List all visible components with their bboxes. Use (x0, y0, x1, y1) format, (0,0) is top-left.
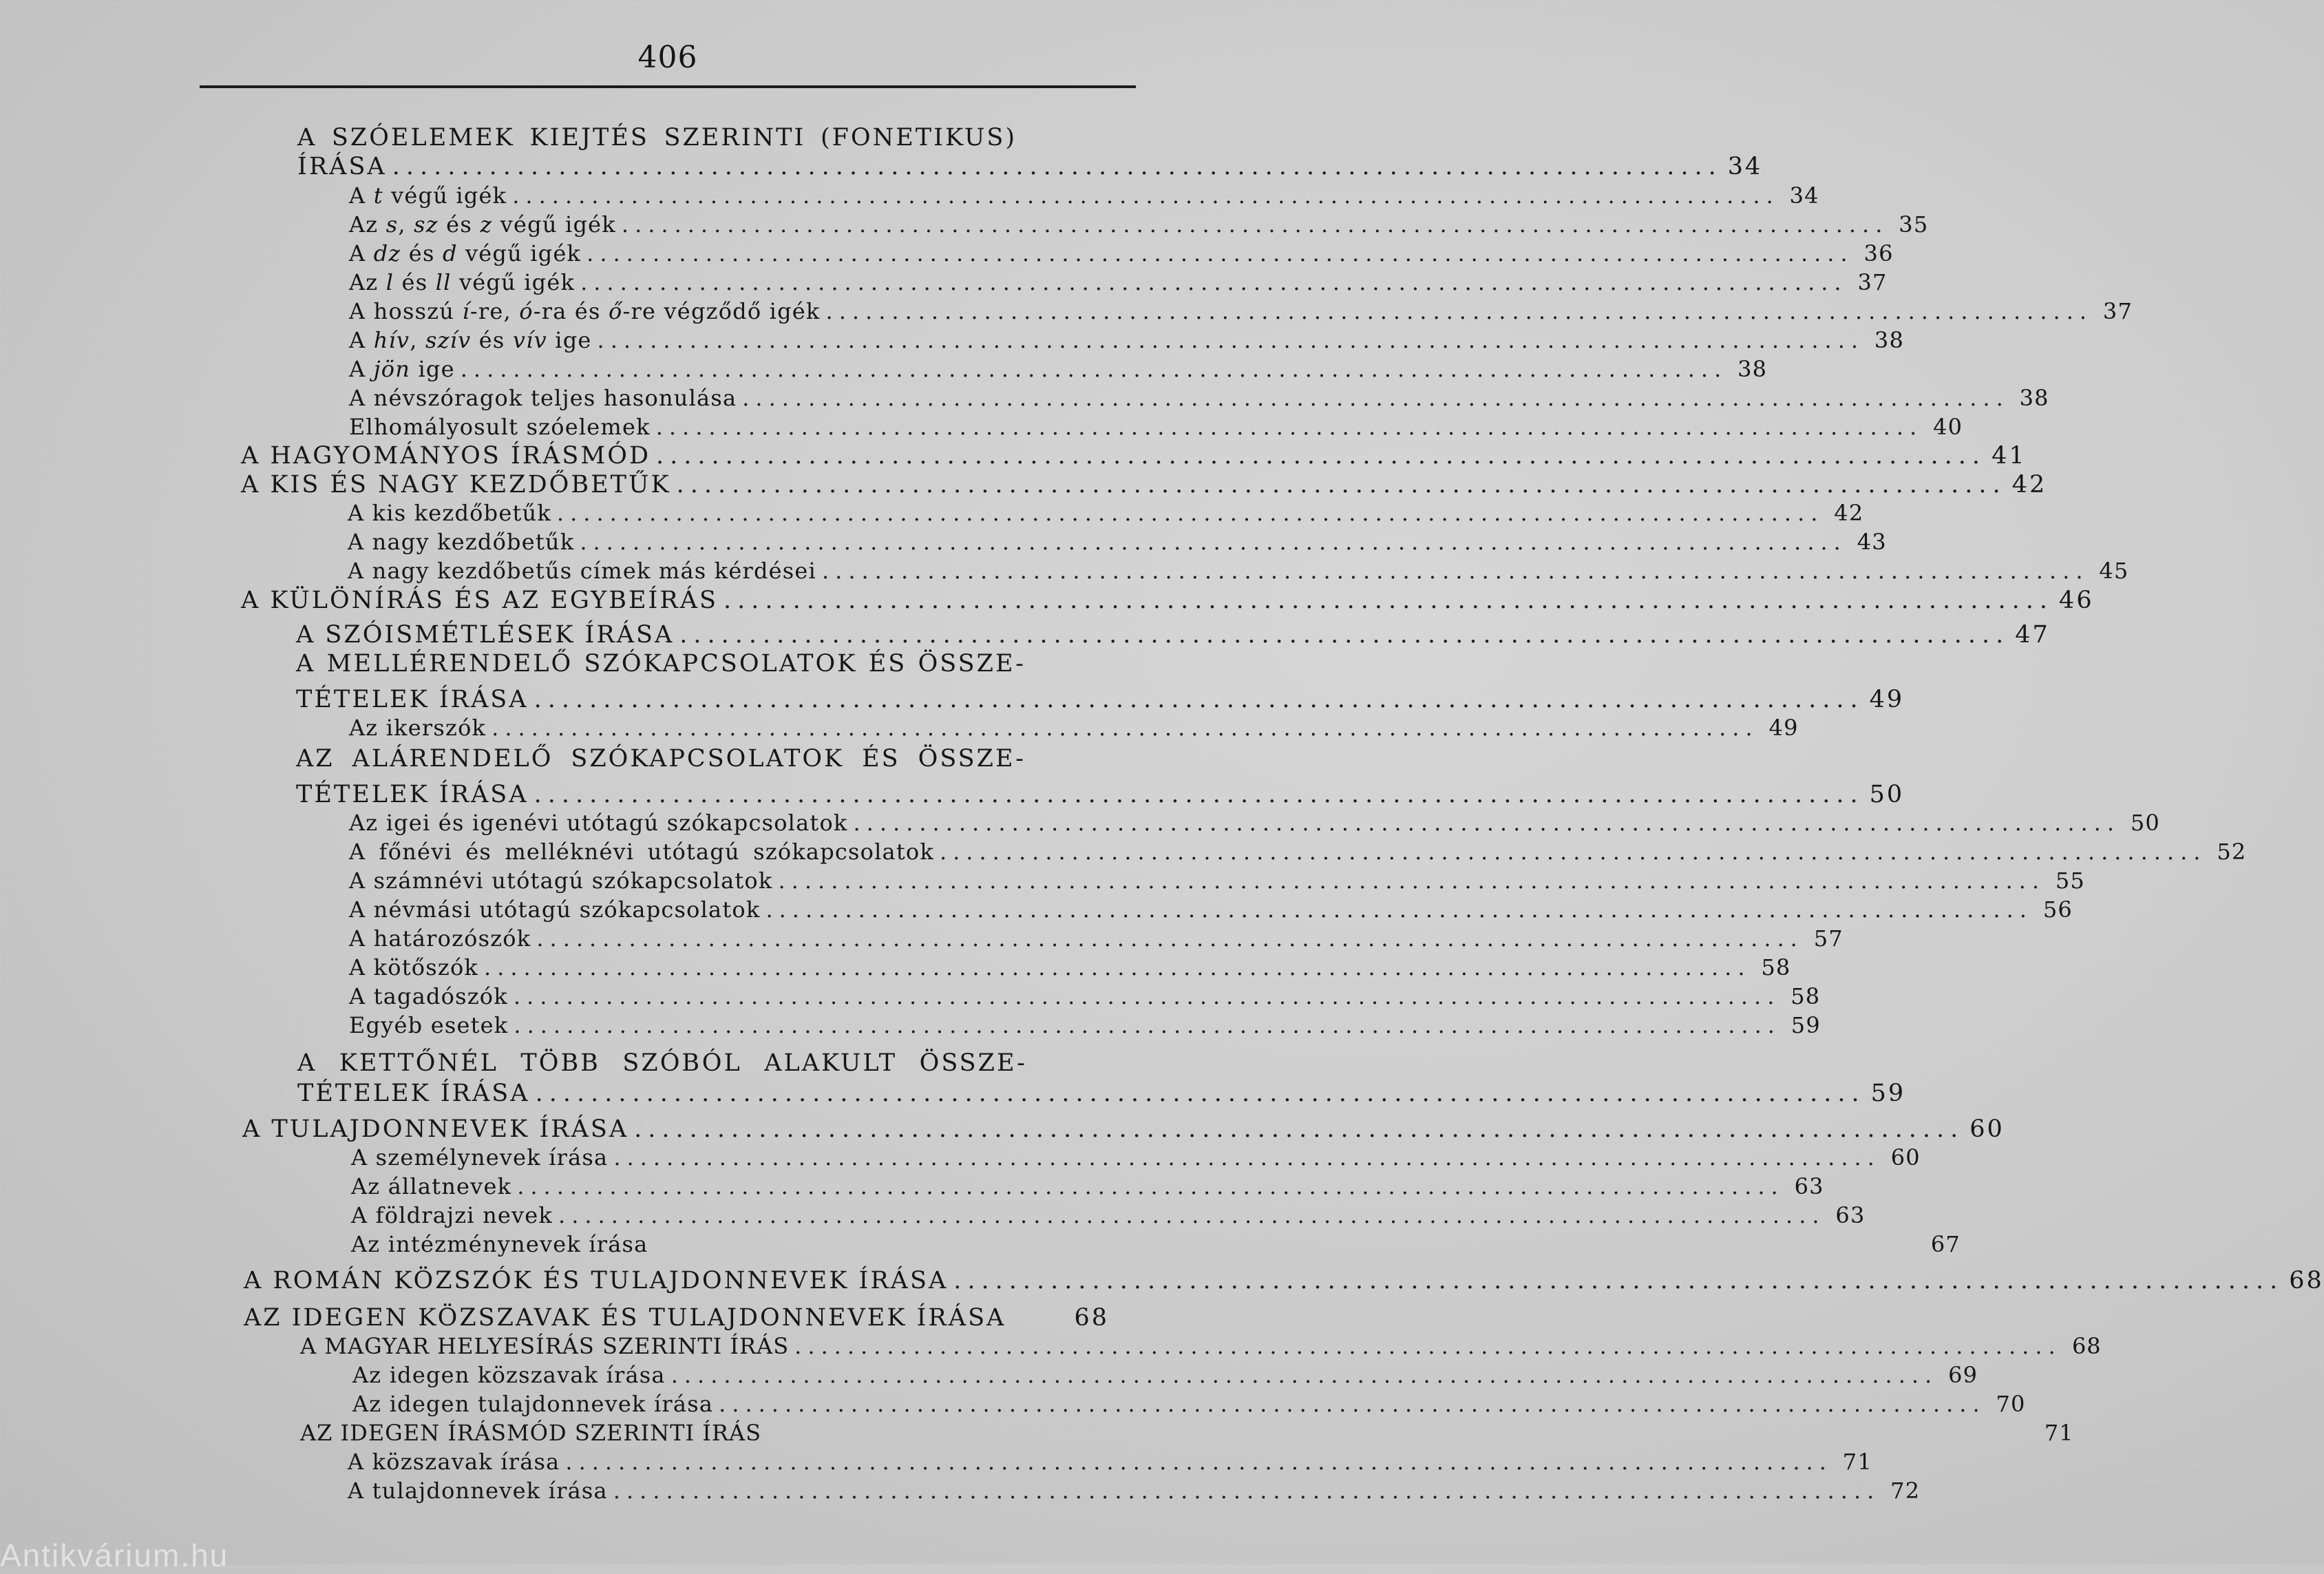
toc-entry-page: 37 (2102, 298, 2133, 324)
toc-entry-page: 57 (1813, 925, 1844, 952)
leader-dots: ................................................................................................ (621, 211, 1889, 238)
toc-entry-page: 69 (1948, 1362, 1978, 1388)
toc-entry-page: 36 (1863, 240, 1894, 266)
leader-dots: ................................................................................................ (460, 356, 1728, 382)
toc-entry (296, 621, 2050, 651)
toc-entry (349, 715, 1799, 745)
toc-entry-label: Az s, sz és z végű igék (349, 211, 616, 238)
toc-entry-label: Az intézménynevek írása (351, 1231, 648, 1257)
leader-dots: ................................................................................................ (492, 715, 1759, 741)
toc-entry (348, 1449, 1872, 1479)
toc-entry (351, 1173, 1824, 1204)
toc-entry (349, 810, 2160, 840)
toc-entry (349, 327, 1905, 357)
toc-heading-line: A SZÓELEMEK KIEJTÉS SZERINTI (FONETIKUS) (297, 124, 1017, 151)
toc-entry-label: A nagy kezdőbetűk (348, 529, 575, 555)
toc-entry-label: A MAGYAR HELYESÍRÁS SZERINTI ÍRÁS (300, 1333, 790, 1359)
toc-entry (349, 211, 1929, 242)
toc-entry-page: 67 (1930, 1231, 1961, 1257)
toc-entry-page: 71 (1842, 1449, 1872, 1475)
leader-dots: ................................................................................................ (634, 1115, 1965, 1143)
toc-entry-label: Az állatnevek (351, 1173, 512, 1199)
toc-entry (348, 1478, 1921, 1508)
table-of-contents (0, 121, 2324, 1519)
toc-entry-label: A SZÓISMÉTLÉSEK ÍRÁSA (296, 621, 675, 649)
toc-entry (300, 1420, 2074, 1450)
toc-entry-label: A KÜLÖNÍRÁS ÉS AZ EGYBEÍRÁS (241, 587, 718, 614)
toc-entry (242, 1115, 2005, 1146)
toc-entry (241, 587, 2094, 617)
leader-dots (767, 1420, 2034, 1446)
toc-entry-page: 71 (2044, 1420, 2074, 1446)
toc-entry-label: A hosszú í-re, ó-ra és ő-re végződő igék (349, 298, 821, 324)
toc-entry-page: 56 (2042, 896, 2073, 923)
toc-entry-label: A tagadószók (349, 983, 508, 1009)
toc-heading-line: A MELLÉRENDELŐ SZÓKAPCSOLATOK ÉS ÖSSZE- (296, 650, 1026, 678)
toc-entry-label: AZ IDEGEN ÍRÁSMÓD SZERINTI ÍRÁS (300, 1420, 762, 1446)
leader-dots: ................................................................................................ (517, 1173, 1784, 1199)
toc-entry (351, 1231, 1961, 1261)
toc-entry-page: 55 (2055, 868, 2085, 894)
toc-entry-page: 35 (1899, 211, 1929, 238)
toc-entry-label: A TULAJDONNEVEK ÍRÁSA (242, 1115, 629, 1143)
toc-entry (349, 385, 2049, 415)
toc-entry-label: A határozószók (349, 925, 531, 952)
header-rule (200, 85, 1136, 88)
toc-entry (352, 1391, 2026, 1421)
toc-entry-page: 70 (1996, 1391, 2026, 1417)
toc-entry (348, 558, 2129, 588)
leader-dots: ................................................................................................ (512, 182, 1779, 209)
toc-entry (351, 1144, 1921, 1175)
toc-entry-label: Egyéb esetek (349, 1012, 509, 1038)
toc-entry-page: 50 (2130, 810, 2160, 836)
toc-entry-page: 40 (1933, 414, 1963, 440)
toc-entry-page: 42 (2011, 471, 2047, 499)
leader-dots: ................................................................................................ (742, 385, 2009, 411)
toc-entry-label: A kötőszók (349, 954, 478, 980)
toc-entry-page: 46 (2059, 587, 2094, 614)
leader-dots: ................................................................................................ (597, 327, 1865, 353)
toc-entry (297, 1080, 1906, 1110)
toc-entry-label: A számnévi utótagú szókapcsolatok (349, 868, 773, 894)
toc-entry (241, 442, 2027, 472)
toc-entry-page: 63 (1835, 1202, 1866, 1228)
toc-entry-page: 68 (1074, 1304, 1109, 1332)
toc-entry-label: A tulajdonnevek írása (348, 1478, 608, 1504)
toc-entry-page: 47 (2015, 621, 2050, 649)
leader-dots: ................................................................................................ (765, 896, 2033, 923)
toc-entry-label: A t végű igék (349, 182, 507, 209)
toc-entry-page: 50 (1869, 781, 1905, 808)
toc-entry-page: 41 (1992, 442, 2027, 470)
leader-dots: ................................................................................................ (565, 1449, 1832, 1475)
toc-entry-page: 68 (2289, 1267, 2324, 1294)
leader-dots: ................................................................................................ (587, 240, 1854, 266)
toc-entry (241, 471, 2047, 501)
toc-entry (349, 298, 2133, 328)
toc-entry-page: 34 (1789, 182, 1819, 209)
toc-entry-page: 45 (2099, 558, 2129, 584)
toc-entry-label: ÍRÁSA (297, 153, 387, 180)
toc-entry-page: 59 (1870, 1080, 1906, 1107)
toc-entry-page: 43 (1857, 529, 1887, 555)
leader-dots: ................................................................................................ (656, 442, 1987, 470)
leader-dots: ................................................................................................ (613, 1144, 1881, 1171)
toc-entry-label: Elhomályosult szóelemek (349, 414, 651, 440)
leader-dots: ................................................................................................ (825, 298, 2093, 324)
toc-entry-label: TÉTELEK ÍRÁSA (297, 1080, 530, 1107)
toc-entry (296, 781, 1905, 811)
leader-dots: ................................................................................................ (556, 500, 1824, 526)
toc-entry (349, 839, 2247, 869)
toc-entry-label: A jön ige (349, 356, 455, 382)
toc-entry (349, 868, 2085, 898)
toc-entry-page: 52 (2217, 839, 2247, 865)
toc-entry (349, 240, 1894, 271)
toc-entry-page: 49 (1768, 715, 1799, 741)
toc-entry-label: A ROMÁN KÖZSZÓK ÉS TULAJDONNEVEK ÍRÁSA (244, 1267, 949, 1294)
leader-dots: ................................................................................................ (534, 686, 1864, 713)
toc-entry (349, 925, 1844, 956)
toc-entry (300, 1333, 2102, 1363)
toc-entry-page: 72 (1890, 1478, 1921, 1504)
toc-entry (351, 1202, 1866, 1232)
toc-entry (349, 356, 1768, 386)
toc-entry-page: 68 (2071, 1333, 2102, 1359)
leader-dots (653, 1231, 1921, 1257)
leader-dots: ................................................................................................ (821, 558, 2089, 584)
toc-entry-label: A kis kezdőbetűk (348, 500, 551, 526)
toc-entry-page: 60 (1890, 1144, 1921, 1171)
leader-dots: ................................................................................................ (778, 868, 2045, 894)
toc-entry-label: Az igei és igenévi utótagú szókapcsolatok (349, 810, 848, 836)
toc-entry-label: Az l és ll végű igék (349, 269, 575, 295)
toc-entry-page: 59 (1790, 1012, 1821, 1038)
leader-dots: ................................................................................................ (392, 153, 1722, 180)
toc-entry-label: TÉTELEK ÍRÁSA (296, 781, 529, 808)
toc-entry-page: 42 (1834, 500, 1864, 526)
toc-entry (349, 1012, 1821, 1042)
toc-entry (244, 1267, 2324, 1297)
toc-entry (349, 414, 1963, 444)
toc-entry-page: 58 (1761, 954, 1791, 980)
toc-entry (296, 686, 1905, 716)
toc-entry-label: A névmási utótagú szókapcsolatok (349, 896, 761, 923)
toc-heading-line: A KETTŐNÉL TÖBB SZÓBÓL ALAKULT ÖSSZE- (297, 1049, 1027, 1077)
leader-dots: ................................................................................................ (679, 621, 2010, 649)
toc-entry-label: A hív, szív és vív ige (349, 327, 592, 353)
leader-dots: ................................................................................................ (655, 414, 1923, 440)
leader-dots: ................................................................................................ (723, 587, 2054, 614)
toc-entry-page: 38 (2019, 385, 2049, 411)
leader-dots: ................................................................................................ (535, 1080, 1866, 1107)
leader-dots: ................................................................................................ (613, 1478, 1881, 1504)
toc-entry (244, 1304, 1109, 1334)
page-number: 406 (637, 40, 698, 75)
toc-entry-label: Az ikerszók (349, 715, 487, 741)
toc-entry (348, 500, 1864, 530)
leader-dots: ................................................................................................ (853, 810, 2120, 836)
toc-entry-page: 58 (1790, 983, 1821, 1009)
toc-entry-page: 38 (1737, 356, 1768, 382)
toc-entry (349, 269, 1888, 300)
leader-dots: ................................................................................................ (794, 1333, 2062, 1359)
watermark: Antikvárium.hu (0, 1538, 229, 1573)
toc-entry-label: A névszóragok teljes hasonulása (349, 385, 737, 411)
toc-entry-label: A közszavak írása (348, 1449, 560, 1475)
toc-entry (349, 983, 1821, 1014)
toc-entry-label: A KIS ÉS NAGY KEZDŐBETŰK (241, 471, 671, 499)
toc-entry-page: 63 (1794, 1173, 1824, 1199)
leader-dots: ................................................................................................ (676, 471, 2007, 499)
toc-entry-page: 49 (1869, 686, 1905, 713)
leader-dots: ................................................................................................ (670, 1362, 1939, 1388)
leader-dots: ................................................................................................ (514, 1012, 1781, 1038)
toc-entry-label: A földrajzi nevek (351, 1202, 553, 1228)
leader-dots: ................................................................................................ (939, 839, 2207, 865)
toc-entry (348, 529, 1887, 559)
leader-dots: ................................................................................................ (534, 781, 1864, 808)
leader-dots: ................................................................................................ (558, 1202, 1826, 1228)
toc-entry-label: A dz és d végű igék (349, 240, 582, 266)
toc-entry-label: Az idegen közszavak írása (352, 1362, 666, 1388)
toc-entry-page: 34 (1727, 153, 1763, 180)
toc-heading-line: AZ ALÁRENDELŐ SZÓKAPCSOLATOK ÉS ÖSSZE- (296, 745, 1026, 773)
toc-entry (349, 954, 1791, 985)
toc-entry (349, 182, 1819, 213)
toc-entry-label: A nagy kezdőbetűs címek más kérdései (348, 558, 816, 584)
toc-entry-label: Az idegen tulajdonnevek írása (352, 1391, 714, 1417)
toc-entry-label: A főnévi és melléknévi utótagú szókapcsolatok (349, 839, 934, 865)
leader-dots: ................................................................................................ (953, 1267, 2284, 1294)
leader-dots: ................................................................................................ (719, 1391, 1986, 1417)
toc-entry (297, 153, 1763, 183)
toc-entry-page: 38 (1874, 327, 1905, 353)
toc-entry (352, 1362, 1978, 1392)
toc-entry (349, 896, 2073, 927)
toc-entry-page: 37 (1857, 269, 1888, 295)
toc-entry-label: TÉTELEK ÍRÁSA (296, 686, 529, 713)
leader-dots: ................................................................................................ (484, 954, 1751, 980)
toc-entry-label: AZ IDEGEN KÖZSZAVAK ÉS TULAJDONNEVEK ÍRÁSA (244, 1304, 1006, 1332)
toc-entry-label: A HAGYOMÁNYOS ÍRÁSMÓD (241, 442, 651, 470)
leader-dots: ................................................................................................ (580, 529, 1847, 555)
leader-dots: ................................................................................................ (536, 925, 1804, 952)
leader-dots: ................................................................................................ (513, 983, 1781, 1009)
leader-dots: ................................................................................................ (580, 269, 1848, 295)
toc-entry-page: 60 (1969, 1115, 2005, 1143)
toc-entry-label: A személynevek írása (351, 1144, 609, 1171)
